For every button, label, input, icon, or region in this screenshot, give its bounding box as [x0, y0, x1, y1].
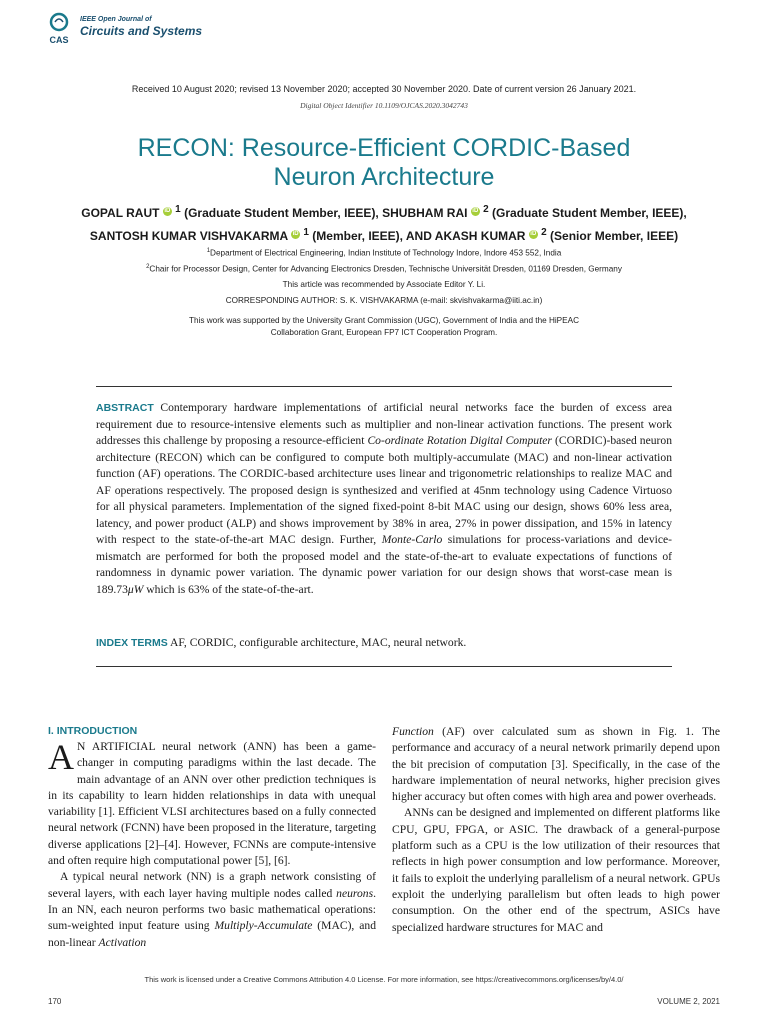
abstract-label: ABSTRACT [96, 402, 154, 414]
paragraph-emphasis: neurons [336, 886, 374, 900]
abstract-text: Contemporary hardware implementations of artificial neural networks face the burden of excess area requirement due to resource-intensive elements such as multiplier and non-linear activation functions. The present work addresses this challenge by proposing a resource-efficient [96, 401, 672, 447]
paragraph-emphasis: Activation [98, 935, 147, 949]
orcid-icon[interactable]: iD [292, 231, 299, 237]
affiliation-number: 2 [146, 264, 150, 270]
intro-paragraph-3 [392, 724, 720, 805]
journal-name-block [80, 16, 202, 38]
title-line-2: Neuron Architecture [273, 163, 495, 191]
page-number: 170 [48, 997, 62, 1006]
paragraph-text: N ARTIFICIAL neural network (ANN) has been a game-changer in computing paradigms within the last decade. The main advantage of an ANN over other prediction techniques is in its capability to learn hidden relationships in data with unequal variability [1]. Efficient VLSI architectures based on a fully connected neural network (FCNN) have been proposed in the literature, targeting diverse applications [2]–[4]. However, FCNNs are compute-intensive and often require high computational power [5], [6]. [48, 740, 376, 868]
paper-title [60, 134, 708, 192]
index-terms-text: AF, CORDIC, configurable architecture, MAC, neural network. [167, 636, 467, 649]
abstract-text: (CORDIC)-based neuron architecture (RECON) which can be configured to compute both multiply-accumulate (MAC) and non-linear activation function (AF) operations. The CORDIC-based architecture uses linear and trigonometric relationships to realize MAC and AF operations respectively. The proposed design is synthesized and verified at 45nm technology using Cadence Virtuoso for all physical parameters. Implementation of the signed fixed-point 8-bit MAC using our design, shows 60% less area, latency, and power product (ALP) and shows improvement by 38% in area, 27% in power dissipation, and 15% in latency with respect to the state-of-the-art MAC design. Further, [96, 434, 672, 546]
author-affiliation-sup: 2 [483, 204, 489, 215]
editor-note: This article was recommended by Associate Editor Y. Li. [282, 280, 486, 289]
author-name: GOPAL RAUT [81, 206, 160, 220]
doi: Digital Object Identifier 10.1109/OJCAS.2020.3042743 [300, 101, 468, 110]
paragraph-emphasis: Multiply-Accumulate [214, 919, 313, 933]
abstract-top-rule [96, 386, 672, 387]
cas-logo-text: CAS [49, 35, 69, 45]
affiliation-2 [40, 264, 728, 274]
affiliation-text: Chair for Processor Design, Center for Advancing Electronics Dresden, Technische Universität Dresden, 01169 Dresden, Germany [149, 264, 622, 274]
affiliation-1 [40, 248, 728, 258]
left-column [48, 724, 376, 951]
paragraph-text: (AF) over calculated sum as shown in Fig. 1. The performance and accuracy of a neural network primarily depend upon the bit precision of computation [3]. Specifically, in the case of the hardware implementation of neural networks, higher precision gives higher accuracy but often comes with high area and power overheads. [392, 725, 720, 804]
intro-paragraph-1 [48, 739, 376, 869]
corresponding-author: CORRESPONDING AUTHOR: S. K. VISHVAKARMA (e-mail: skvishvakarma@iiti.ac.in) [225, 296, 543, 305]
cas-logo-icon [46, 12, 72, 46]
license-note: This work is licensed under a Creative Commons Attribution 4.0 License. For more information, see https://creativecommons.org/licenses/by/4.0/ [144, 975, 624, 984]
abstract [96, 400, 672, 598]
abstract-text: which is 63% of the state-of-the-art. [143, 582, 314, 596]
orcid-icon[interactable]: iD [164, 208, 171, 214]
orcid-icon[interactable]: iD [530, 231, 537, 237]
author-affiliation-sup: 2 [541, 227, 547, 238]
title-line-1: RECON: Resource-Efficient CORDIC-Based [137, 134, 631, 162]
right-column [392, 724, 720, 936]
intro-paragraph-2 [48, 869, 376, 950]
paragraph-text: (MAC), and non-linear [48, 919, 376, 949]
paragraph-emphasis: Function [392, 725, 434, 738]
funding-line-1: This work was supported by the University Grant Commission (UGC), Government of India and the HiPEAC [189, 316, 579, 325]
orcid-icon[interactable]: iD [472, 208, 479, 214]
author-name: AKASH KUMAR [434, 229, 526, 243]
paragraph-text: . In an NN, each neuron performs two basic mathematical operations: sum-weighted input feature using [48, 886, 376, 933]
index-terms [96, 636, 672, 649]
journal-name: Circuits and Systems [80, 24, 203, 38]
paragraph-text: A typical neural network (NN) is a graph network consisting of several layers, with each layer having multiple nodes called [48, 870, 376, 900]
intro-paragraph-4: ANNs can be designed and implemented on different platforms like CPU, GPU, FPGA, or ASIC. The drawback of a general-purpose platform such as a CPU is the low utilization of their resources that reflects in high power consumption and low performance. Moreover, it fails to exploit the underlying parallelism of a neural network. GPUs exploit the underlying parallelism but often leads to high power consumption. On the other end of the spectrum, ASICs have specialized hardware structures for MAC and [392, 806, 720, 934]
affiliation-text: Department of Electrical Engineering, Indian Institute of Technology Indore, Indore 453 552, India [210, 248, 562, 258]
abstract-bottom-rule [96, 666, 672, 667]
abstract-emphasis: Co-ordinate Rotation Digital Computer [367, 434, 552, 447]
author-membership: (Member, IEEE), AND [308, 229, 435, 243]
affiliation-number: 1 [206, 248, 211, 254]
abstract-emphasis: Monte-Carlo [381, 533, 443, 546]
received-dates: Received 10 August 2020; revised 13 November 2020; accepted 30 November 2020. Date of current version 26 January 2021. [131, 84, 637, 94]
drop-cap: A [48, 737, 74, 777]
volume-label: VOLUME 2, 2021 [657, 997, 720, 1006]
author-membership: (Graduate Student Member, IEEE), [180, 206, 383, 220]
journal-small-label: IEEE Open Journal of [80, 16, 152, 23]
index-terms-label: INDEX TERMS [96, 637, 168, 649]
author-affiliation-sup: 1 [303, 227, 309, 238]
author-list [40, 200, 728, 246]
author-name: SANTOSH KUMAR VISHVAKARMA [89, 229, 288, 243]
author-membership: (Graduate Student Member, IEEE), [488, 206, 687, 220]
section-heading: I. INTRODUCTION [48, 725, 138, 737]
abstract-text: simulations for process-variations and device-mismatch are performed for both the proposed model and the state-of-the-art to evaluate expectations of functions of randomness in dynamic power variation. The dynamic power variation for our design shows that worst-case mean is 189.73 [96, 533, 672, 596]
author-name: SHUBHAM RAI [382, 206, 468, 220]
abstract-emphasis: μW [127, 582, 144, 596]
funding-line-2: Collaboration Grant, European FP7 ICT Cooperation Program. [270, 328, 498, 337]
cas-logo [46, 12, 72, 46]
author-affiliation-sup: 1 [175, 204, 181, 215]
author-membership: (Senior Member, IEEE) [546, 229, 679, 243]
